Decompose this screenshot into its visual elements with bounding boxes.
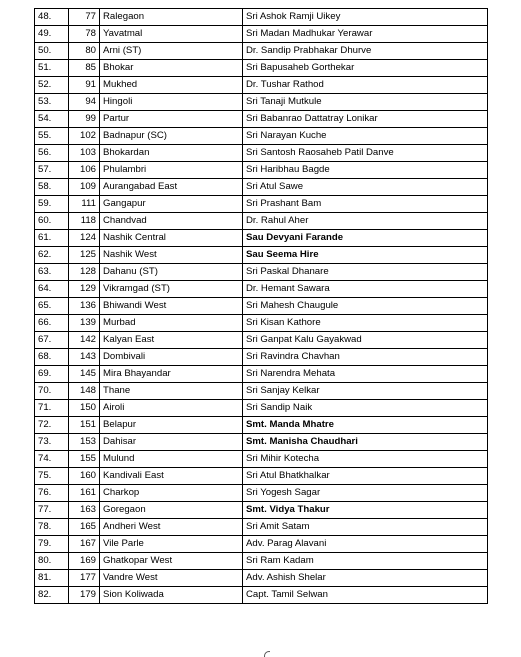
constituency-name-cell: Andheri West bbox=[100, 519, 243, 536]
candidate-name-cell: Sri Ram Kadam bbox=[243, 553, 488, 570]
table-row bbox=[35, 417, 488, 434]
constituency-name-cell: Gangapur bbox=[100, 196, 243, 213]
table-row bbox=[35, 111, 488, 128]
table-row bbox=[35, 366, 488, 383]
candidate-name-cell: Dr. Hemant Sawara bbox=[243, 281, 488, 298]
candidate-name-cell: Sri Yogesh Sagar bbox=[243, 485, 488, 502]
constituency-number-cell: 118 bbox=[69, 213, 100, 230]
serial-number-cell: 56. bbox=[35, 145, 69, 162]
candidate-name-cell: Dr. Rahul Aher bbox=[243, 213, 488, 230]
constituency-name-cell: Murbad bbox=[100, 315, 243, 332]
table-row bbox=[35, 179, 488, 196]
constituency-number-cell: 163 bbox=[69, 502, 100, 519]
constituency-number-cell: 85 bbox=[69, 60, 100, 77]
table-row bbox=[35, 383, 488, 400]
constituency-name-cell: Kandivali East bbox=[100, 468, 243, 485]
candidate-name-cell: Sri Mihir Kotecha bbox=[243, 451, 488, 468]
constituency-name-cell: Bhokar bbox=[100, 60, 243, 77]
constituency-number-cell: 102 bbox=[69, 128, 100, 145]
candidate-name-cell: Sri Narendra Mehata bbox=[243, 366, 488, 383]
table-row bbox=[35, 349, 488, 366]
candidate-name-cell: Sri Sanjay Kelkar bbox=[243, 383, 488, 400]
constituency-number-cell: 139 bbox=[69, 315, 100, 332]
constituency-name-cell: Nashik West bbox=[100, 247, 243, 264]
constituency-name-cell: Airoli bbox=[100, 400, 243, 417]
constituency-number-cell: 78 bbox=[69, 26, 100, 43]
constituency-number-cell: 142 bbox=[69, 332, 100, 349]
candidate-name-cell: Adv. Parag Alavani bbox=[243, 536, 488, 553]
table-row bbox=[35, 94, 488, 111]
candidate-name-cell: Sri Babanrao Dattatray Lonikar bbox=[243, 111, 488, 128]
constituency-number-cell: 124 bbox=[69, 230, 100, 247]
constituency-number-cell: 155 bbox=[69, 451, 100, 468]
constituency-name-cell: Sion Koliwada bbox=[100, 587, 243, 604]
candidate-name-cell: Sri Sandip Naik bbox=[243, 400, 488, 417]
serial-number-cell: 61. bbox=[35, 230, 69, 247]
serial-number-cell: 55. bbox=[35, 128, 69, 145]
candidate-name-cell: Sri Narayan Kuche bbox=[243, 128, 488, 145]
constituency-name-cell: Dahisar bbox=[100, 434, 243, 451]
candidate-name-cell: Sri Ravindra Chavhan bbox=[243, 349, 488, 366]
constituency-number-cell: 148 bbox=[69, 383, 100, 400]
table-row bbox=[35, 468, 488, 485]
constituency-name-cell: Ralegaon bbox=[100, 9, 243, 26]
serial-number-cell: 77. bbox=[35, 502, 69, 519]
table-row bbox=[35, 553, 488, 570]
candidate-name-cell: Dr. Tushar Rathod bbox=[243, 77, 488, 94]
constituency-number-cell: 145 bbox=[69, 366, 100, 383]
serial-number-cell: 75. bbox=[35, 468, 69, 485]
candidate-list-body bbox=[35, 9, 488, 604]
constituency-name-cell: Mira Bhayandar bbox=[100, 366, 243, 383]
constituency-number-cell: 109 bbox=[69, 179, 100, 196]
serial-number-cell: 59. bbox=[35, 196, 69, 213]
constituency-name-cell: Vandre West bbox=[100, 570, 243, 587]
constituency-number-cell: 136 bbox=[69, 298, 100, 315]
candidate-name-cell: Smt. Manda Mhatre bbox=[243, 417, 488, 434]
candidate-name-cell: Sau Seema Hire bbox=[243, 247, 488, 264]
constituency-name-cell: Aurangabad East bbox=[100, 179, 243, 196]
table-row bbox=[35, 315, 488, 332]
candidate-name-cell: Sau Devyani Farande bbox=[243, 230, 488, 247]
constituency-name-cell: Phulambri bbox=[100, 162, 243, 179]
table-row bbox=[35, 400, 488, 417]
constituency-name-cell: Badnapur (SC) bbox=[100, 128, 243, 145]
constituency-name-cell: Arni (ST) bbox=[100, 43, 243, 60]
serial-number-cell: 76. bbox=[35, 485, 69, 502]
constituency-number-cell: 151 bbox=[69, 417, 100, 434]
constituency-number-cell: 143 bbox=[69, 349, 100, 366]
table-row bbox=[35, 332, 488, 349]
candidate-name-cell: Sri Madan Madhukar Yerawar bbox=[243, 26, 488, 43]
candidate-name-cell: Sri Atul Sawe bbox=[243, 179, 488, 196]
constituency-name-cell: Partur bbox=[100, 111, 243, 128]
constituency-number-cell: 99 bbox=[69, 111, 100, 128]
table-row bbox=[35, 230, 488, 247]
serial-number-cell: 79. bbox=[35, 536, 69, 553]
constituency-name-cell: Bhokardan bbox=[100, 145, 243, 162]
serial-number-cell: 81. bbox=[35, 570, 69, 587]
serial-number-cell: 58. bbox=[35, 179, 69, 196]
table-row bbox=[35, 213, 488, 230]
table-row bbox=[35, 519, 488, 536]
constituency-name-cell: Dombivali bbox=[100, 349, 243, 366]
constituency-number-cell: 125 bbox=[69, 247, 100, 264]
constituency-number-cell: 91 bbox=[69, 77, 100, 94]
constituency-name-cell: Dahanu (ST) bbox=[100, 264, 243, 281]
candidate-name-cell: Sri Atul Bhatkhalkar bbox=[243, 468, 488, 485]
table-row bbox=[35, 9, 488, 26]
serial-number-cell: 72. bbox=[35, 417, 69, 434]
table-row bbox=[35, 587, 488, 604]
table-row bbox=[35, 196, 488, 213]
serial-number-cell: 49. bbox=[35, 26, 69, 43]
serial-number-cell: 80. bbox=[35, 553, 69, 570]
table-row bbox=[35, 145, 488, 162]
page-number-mark bbox=[264, 651, 270, 657]
constituency-number-cell: 160 bbox=[69, 468, 100, 485]
candidate-name-cell: Sri Ganpat Kalu Gayakwad bbox=[243, 332, 488, 349]
serial-number-cell: 68. bbox=[35, 349, 69, 366]
constituency-number-cell: 128 bbox=[69, 264, 100, 281]
constituency-number-cell: 80 bbox=[69, 43, 100, 60]
constituency-number-cell: 77 bbox=[69, 9, 100, 26]
candidate-name-cell: Sri Tanaji Mutkule bbox=[243, 94, 488, 111]
serial-number-cell: 60. bbox=[35, 213, 69, 230]
constituency-number-cell: 165 bbox=[69, 519, 100, 536]
constituency-number-cell: 103 bbox=[69, 145, 100, 162]
candidate-name-cell: Sri Mahesh Chaugule bbox=[243, 298, 488, 315]
table-row bbox=[35, 502, 488, 519]
table-row bbox=[35, 77, 488, 94]
table-row bbox=[35, 264, 488, 281]
serial-number-cell: 62. bbox=[35, 247, 69, 264]
table-row bbox=[35, 298, 488, 315]
constituency-name-cell: Mulund bbox=[100, 451, 243, 468]
candidate-name-cell: Dr. Sandip Prabhakar Dhurve bbox=[243, 43, 488, 60]
serial-number-cell: 78. bbox=[35, 519, 69, 536]
constituency-name-cell: Belapur bbox=[100, 417, 243, 434]
constituency-number-cell: 153 bbox=[69, 434, 100, 451]
table-row bbox=[35, 451, 488, 468]
constituency-name-cell: Hingoli bbox=[100, 94, 243, 111]
serial-number-cell: 74. bbox=[35, 451, 69, 468]
table-row bbox=[35, 43, 488, 60]
table-row bbox=[35, 570, 488, 587]
constituency-number-cell: 150 bbox=[69, 400, 100, 417]
constituency-number-cell: 167 bbox=[69, 536, 100, 553]
serial-number-cell: 53. bbox=[35, 94, 69, 111]
serial-number-cell: 52. bbox=[35, 77, 69, 94]
table-row bbox=[35, 281, 488, 298]
serial-number-cell: 48. bbox=[35, 9, 69, 26]
constituency-name-cell: Goregaon bbox=[100, 502, 243, 519]
constituency-number-cell: 169 bbox=[69, 553, 100, 570]
serial-number-cell: 82. bbox=[35, 587, 69, 604]
constituency-name-cell: Thane bbox=[100, 383, 243, 400]
constituency-name-cell: Vile Parle bbox=[100, 536, 243, 553]
constituency-name-cell: Charkop bbox=[100, 485, 243, 502]
candidate-name-cell: Smt. Manisha Chaudhari bbox=[243, 434, 488, 451]
table-row bbox=[35, 162, 488, 179]
constituency-name-cell: Bhiwandi West bbox=[100, 298, 243, 315]
candidate-name-cell: Capt. Tamil Selwan bbox=[243, 587, 488, 604]
constituency-number-cell: 106 bbox=[69, 162, 100, 179]
serial-number-cell: 54. bbox=[35, 111, 69, 128]
table-row bbox=[35, 434, 488, 451]
serial-number-cell: 51. bbox=[35, 60, 69, 77]
constituency-name-cell: Mukhed bbox=[100, 77, 243, 94]
constituency-name-cell: Yavatmal bbox=[100, 26, 243, 43]
table-row bbox=[35, 26, 488, 43]
serial-number-cell: 66. bbox=[35, 315, 69, 332]
table-row bbox=[35, 536, 488, 553]
candidate-name-cell: Sri Paskal Dhanare bbox=[243, 264, 488, 281]
table-row bbox=[35, 247, 488, 264]
table-row bbox=[35, 128, 488, 145]
candidate-name-cell: Sri Amit Satam bbox=[243, 519, 488, 536]
serial-number-cell: 64. bbox=[35, 281, 69, 298]
candidate-name-cell: Sri Santosh Raosaheb Patil Danve bbox=[243, 145, 488, 162]
constituency-number-cell: 161 bbox=[69, 485, 100, 502]
constituency-name-cell: Kalyan East bbox=[100, 332, 243, 349]
serial-number-cell: 67. bbox=[35, 332, 69, 349]
serial-number-cell: 71. bbox=[35, 400, 69, 417]
table-row bbox=[35, 485, 488, 502]
constituency-number-cell: 94 bbox=[69, 94, 100, 111]
candidate-name-cell: Smt. Vidya Thakur bbox=[243, 502, 488, 519]
constituency-number-cell: 177 bbox=[69, 570, 100, 587]
candidate-name-cell: Sri Kisan Kathore bbox=[243, 315, 488, 332]
candidate-list-table bbox=[34, 8, 488, 604]
serial-number-cell: 63. bbox=[35, 264, 69, 281]
serial-number-cell: 57. bbox=[35, 162, 69, 179]
table-row bbox=[35, 60, 488, 77]
constituency-number-cell: 129 bbox=[69, 281, 100, 298]
constituency-number-cell: 179 bbox=[69, 587, 100, 604]
candidate-name-cell: Sri Ashok Ramji Uikey bbox=[243, 9, 488, 26]
serial-number-cell: 73. bbox=[35, 434, 69, 451]
serial-number-cell: 50. bbox=[35, 43, 69, 60]
constituency-name-cell: Vikramgad (ST) bbox=[100, 281, 243, 298]
candidate-name-cell: Sri Bapusaheb Gorthekar bbox=[243, 60, 488, 77]
serial-number-cell: 65. bbox=[35, 298, 69, 315]
constituency-name-cell: Nashik Central bbox=[100, 230, 243, 247]
candidate-name-cell: Sri Prashant Bam bbox=[243, 196, 488, 213]
serial-number-cell: 69. bbox=[35, 366, 69, 383]
candidate-name-cell: Adv. Ashish Shelar bbox=[243, 570, 488, 587]
constituency-name-cell: Ghatkopar West bbox=[100, 553, 243, 570]
candidate-name-cell: Sri Haribhau Bagde bbox=[243, 162, 488, 179]
constituency-name-cell: Chandvad bbox=[100, 213, 243, 230]
serial-number-cell: 70. bbox=[35, 383, 69, 400]
constituency-number-cell: 111 bbox=[69, 196, 100, 213]
